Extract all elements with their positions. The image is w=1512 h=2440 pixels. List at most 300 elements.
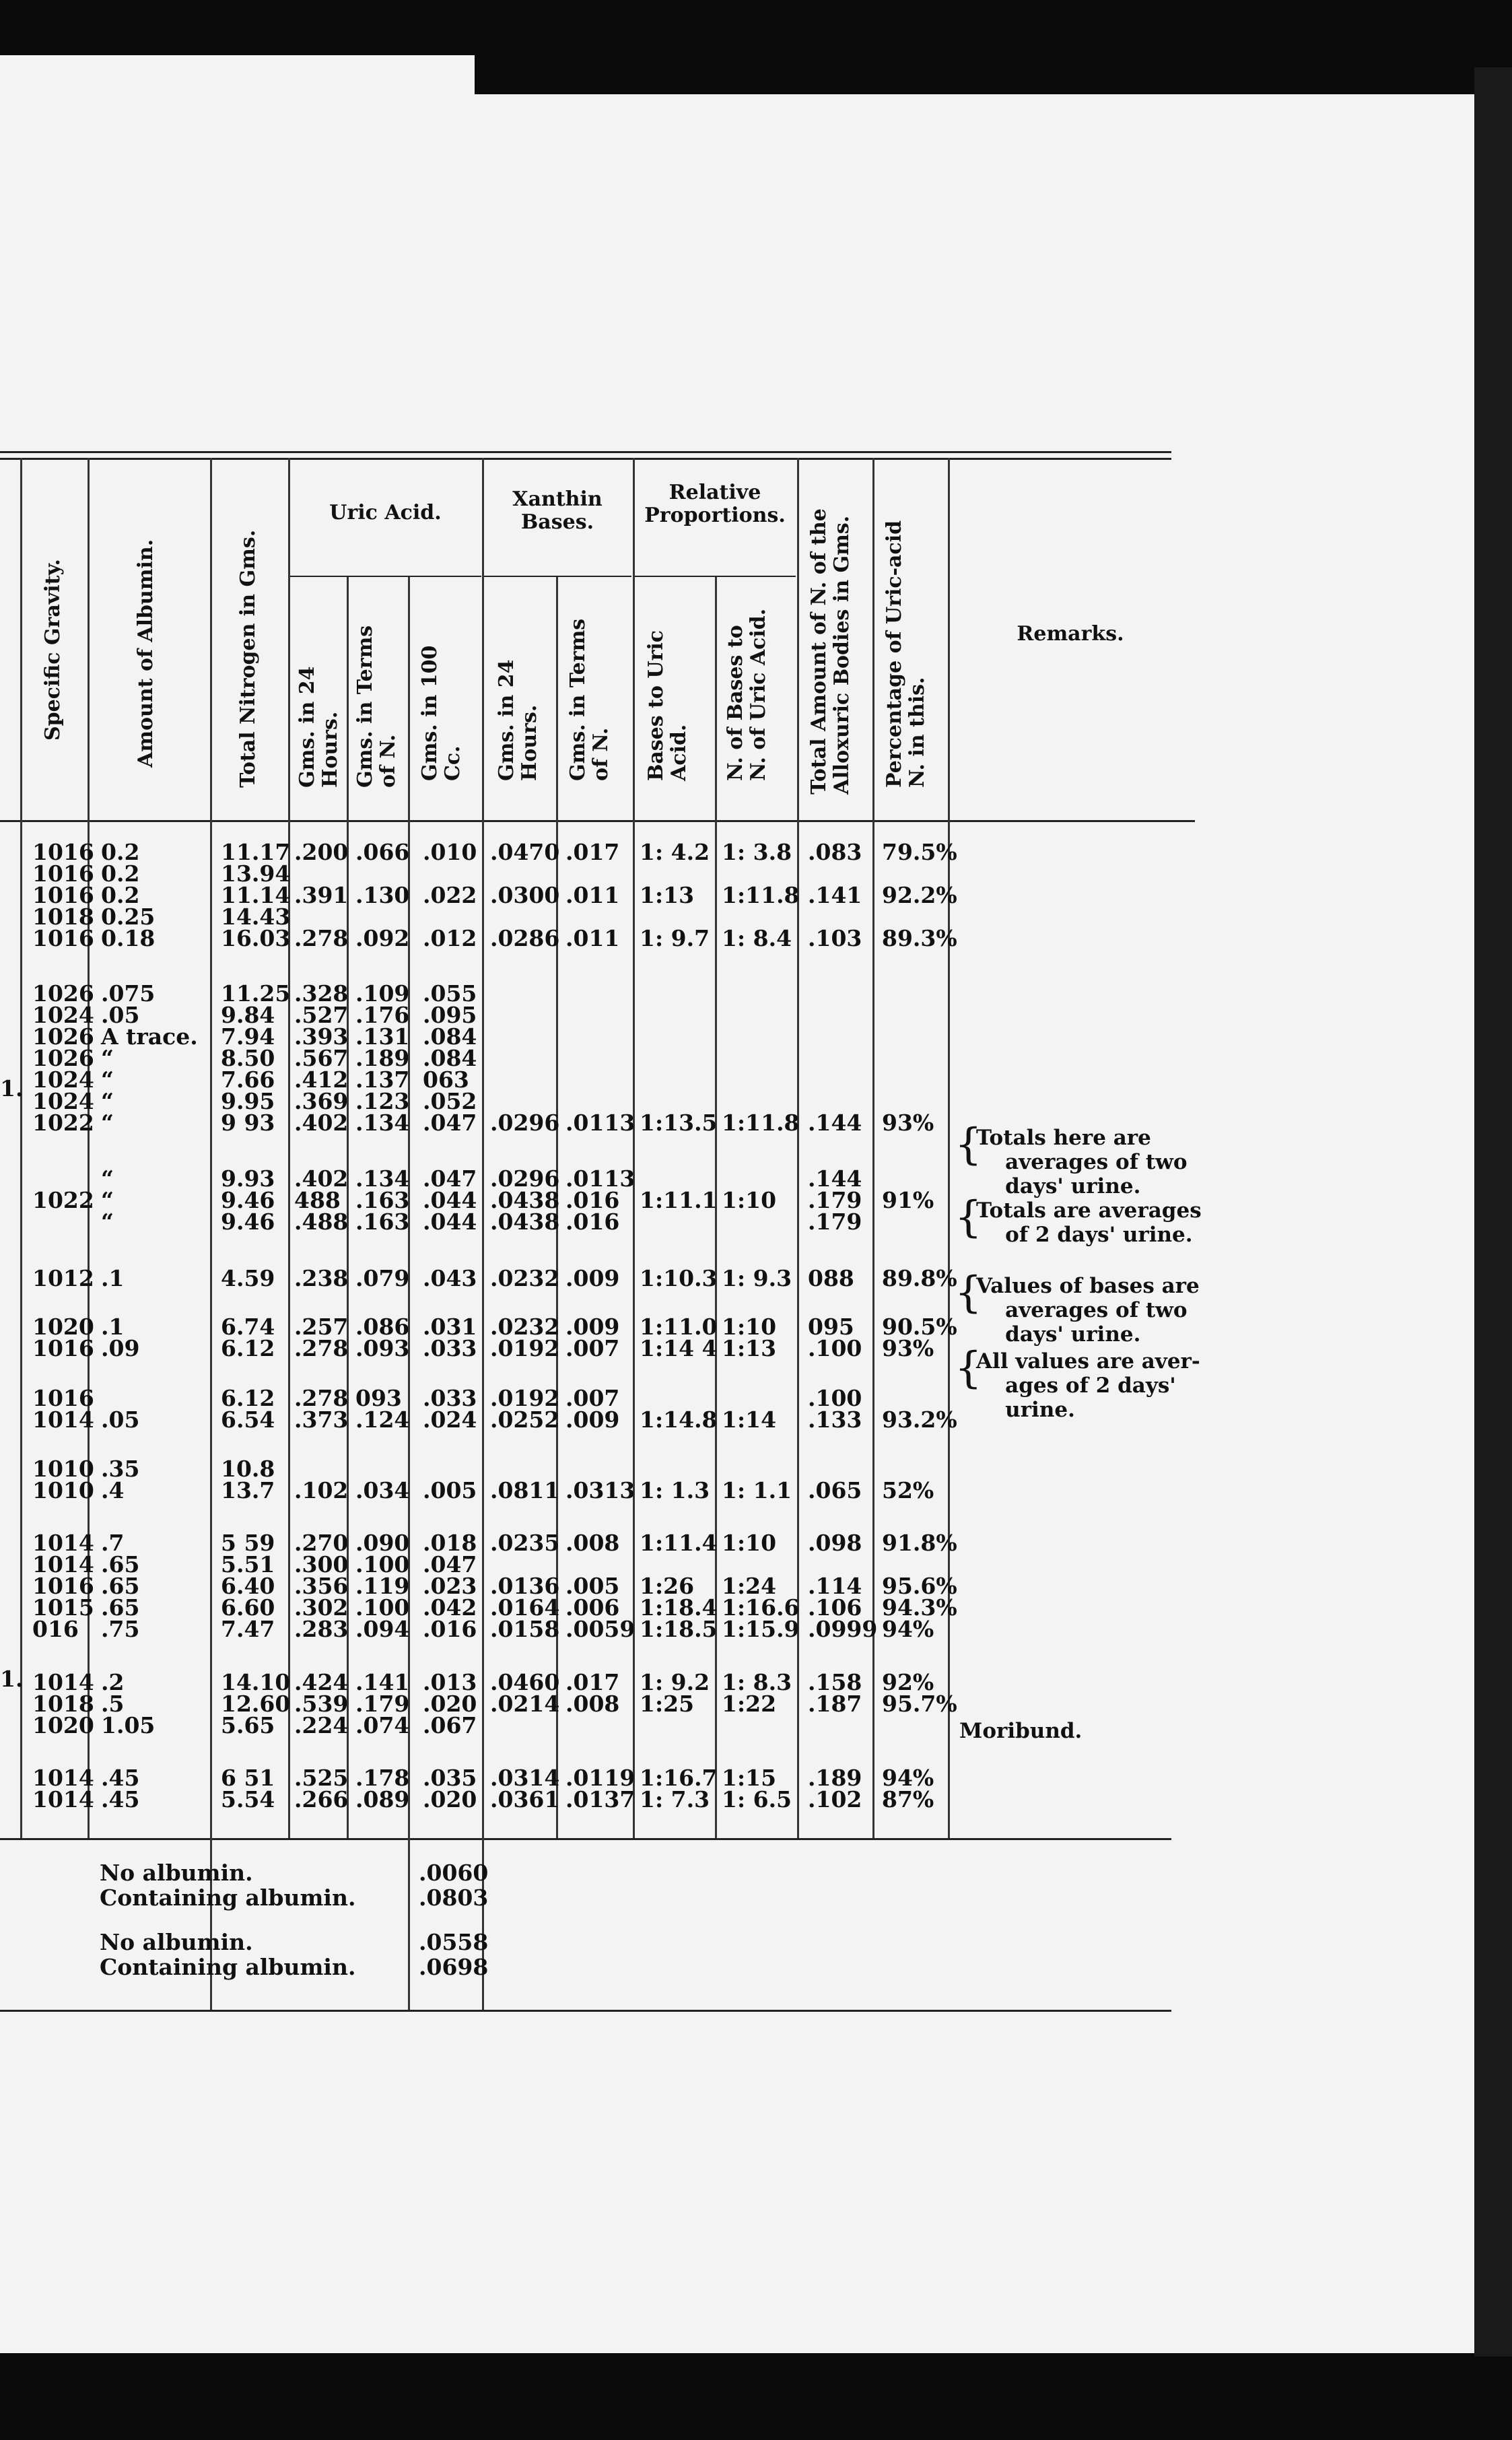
cell-specific-gravity: 1020 — [32, 1314, 94, 1340]
top-rule-2 — [0, 458, 1171, 460]
cell-total-alloxuric: .103 — [808, 925, 862, 951]
cell-total-nitrogen: 6.54 — [221, 1407, 275, 1433]
cell-total-nitrogen: 14.43 — [221, 904, 291, 930]
cell-uric-terms-n: .079 — [355, 1265, 410, 1291]
cell-n-bases-uric: 1: 1.1 — [722, 1477, 792, 1503]
cell-total-nitrogen: 6.74 — [221, 1314, 275, 1340]
cell-total-alloxuric: .189 — [808, 1765, 862, 1791]
cell-bases-uric: 1: 1.3 — [640, 1477, 710, 1503]
cell-specific-gravity: 1026 — [32, 1045, 94, 1071]
cell-albumin: .45 — [101, 1765, 140, 1791]
cell-xan-terms-n: .007 — [565, 1335, 620, 1361]
cell-uric-gms24: .391 — [294, 882, 349, 908]
cell-uric-gms24: .238 — [294, 1265, 349, 1291]
cell-uric-terms-n: .109 — [355, 980, 410, 1007]
cell-uric-terms-n: .124 — [355, 1407, 410, 1433]
cell-uric-gms24: .393 — [294, 1023, 349, 1050]
cell-pct-uric: 93% — [882, 1335, 934, 1361]
cell-albumin: .45 — [101, 1786, 140, 1812]
body-bottom-rule — [0, 1838, 1171, 1840]
cell-albumin: .2 — [101, 1669, 125, 1695]
cell-uric-100cc: .022 — [423, 882, 477, 908]
header-specific-gravity: Specific Gravity. — [41, 559, 65, 741]
cell-albumin: .5 — [101, 1691, 125, 1717]
cell-uric-gms24: .424 — [294, 1669, 349, 1695]
cell-uric-gms24: .356 — [294, 1573, 349, 1599]
cell-albumin: .05 — [101, 1002, 140, 1028]
cell-uric-terms-n: .163 — [355, 1187, 410, 1213]
cell-uric-100cc: .020 — [423, 1691, 477, 1717]
cell-uric-100cc: .042 — [423, 1594, 477, 1621]
footer-label: Containing albumin. — [100, 1954, 356, 1980]
cell-bases-uric: 1:11.0 — [640, 1314, 718, 1340]
cell-albumin: .1 — [101, 1314, 125, 1340]
cell-uric-gms24: .567 — [294, 1045, 349, 1071]
cell-total-alloxuric: .083 — [808, 839, 862, 865]
cell-xan-terms-n: .0119 — [565, 1765, 635, 1791]
cell-albumin: .35 — [101, 1456, 140, 1482]
cell-total-nitrogen: 5.54 — [221, 1786, 275, 1812]
cell-uric-terms-n: .134 — [355, 1165, 410, 1192]
cell-uric-gms24: .402 — [294, 1110, 349, 1136]
cell-xan-gms24: .0296 — [490, 1110, 560, 1136]
cell-specific-gravity: 1022 — [32, 1187, 94, 1213]
cell-total-nitrogen: 10.8 — [221, 1456, 275, 1482]
cell-pct-uric: 52% — [882, 1477, 934, 1503]
header-bases-uric: Bases to Uric Acid. — [644, 630, 691, 781]
cell-total-alloxuric: .187 — [808, 1691, 862, 1717]
cell-bases-uric: 1: 7.3 — [640, 1786, 710, 1812]
header-rule — [0, 820, 1195, 822]
cell-uric-100cc: .005 — [423, 1477, 477, 1503]
cell-albumin: “ — [101, 1209, 114, 1235]
cell-uric-terms-n: .090 — [355, 1530, 410, 1556]
cell-uric-100cc: .084 — [423, 1045, 477, 1071]
cell-bases-uric: 1:11.4 — [640, 1530, 718, 1556]
cell-albumin: 0.25 — [101, 904, 156, 930]
cell-pct-uric: 91% — [882, 1187, 934, 1213]
cell-n-bases-uric: 1:15 — [722, 1765, 777, 1791]
cell-total-nitrogen: 11.17 — [221, 839, 291, 865]
cell-uric-terms-n: .134 — [355, 1110, 410, 1136]
cell-xan-gms24: .0470 — [490, 839, 560, 865]
cell-uric-gms24: .278 — [294, 925, 349, 951]
cell-pct-uric: 95.6% — [882, 1573, 957, 1599]
cell-uric-gms24: .488 — [294, 1209, 349, 1235]
cell-xan-terms-n: .011 — [565, 925, 620, 951]
cell-pct-uric: 92% — [882, 1669, 934, 1695]
cell-total-nitrogen: 9.93 — [221, 1165, 275, 1192]
cell-n-bases-uric: 1:14 — [722, 1407, 777, 1433]
cell-uric-terms-n: .093 — [355, 1335, 410, 1361]
cell-total-alloxuric: .100 — [808, 1335, 862, 1361]
cell-total-nitrogen: 7.94 — [221, 1023, 275, 1050]
cell-bases-uric: 1:10.3 — [640, 1265, 718, 1291]
cell-pct-uric: 93% — [882, 1110, 934, 1136]
cell-specific-gravity: 1024 — [32, 1002, 94, 1028]
brace-icon: { — [955, 1268, 982, 1318]
cell-total-alloxuric: .100 — [808, 1385, 862, 1411]
cell-total-nitrogen: 6.40 — [221, 1573, 275, 1599]
cell-uric-gms24: .328 — [294, 980, 349, 1007]
cell-specific-gravity: 1016 — [32, 882, 94, 908]
col-divider — [20, 458, 22, 1838]
cell-albumin: “ — [101, 1088, 114, 1114]
cell-uric-100cc: .031 — [423, 1314, 477, 1340]
cell-total-nitrogen: 5.65 — [221, 1712, 275, 1738]
cell-pct-uric: 91.8% — [882, 1530, 957, 1556]
cell-uric-terms-n: .179 — [355, 1691, 410, 1717]
cell-uric-100cc: .047 — [423, 1110, 477, 1136]
cell-total-alloxuric: .106 — [808, 1594, 862, 1621]
cell-xan-terms-n: .0113 — [565, 1110, 635, 1136]
header-uric-gms24: Gms. in 24 Hours. — [296, 666, 342, 788]
cell-albumin: 1.05 — [101, 1712, 156, 1738]
footer-label: No albumin. — [100, 1860, 253, 1886]
header-xanthin: Xanthin Bases. — [512, 487, 603, 534]
cell-n-bases-uric: 1:10 — [722, 1530, 777, 1556]
remark-totals-averages: Totals here are averages of two days' urine. — [976, 1126, 1188, 1198]
top-rule — [0, 451, 1171, 453]
cell-uric-100cc: .055 — [423, 980, 477, 1007]
cell-pct-uric: 90.5% — [882, 1314, 957, 1340]
cell-total-nitrogen: 9 93 — [221, 1110, 275, 1136]
cell-uric-terms-n: .100 — [355, 1594, 410, 1621]
brace-icon: { — [955, 1192, 982, 1242]
cell-pct-uric: 79.5% — [882, 839, 957, 865]
cell-specific-gravity: 1018 — [32, 904, 94, 930]
cell-xan-terms-n: .017 — [565, 1669, 620, 1695]
cell-uric-gms24: .300 — [294, 1551, 349, 1578]
cell-specific-gravity: 1016 — [32, 1335, 94, 1361]
cell-uric-terms-n: .137 — [355, 1066, 410, 1093]
cell-uric-gms24: .539 — [294, 1691, 349, 1717]
cell-xan-gms24: .0438 — [490, 1187, 560, 1213]
cell-albumin: “ — [101, 1066, 114, 1093]
cell-albumin: “ — [101, 1110, 114, 1136]
cell-bases-uric: 1:16.7 — [640, 1765, 718, 1791]
cell-uric-terms-n: .131 — [355, 1023, 410, 1050]
cell-uric-terms-n: .074 — [355, 1712, 410, 1738]
cell-uric-100cc: .016 — [423, 1616, 477, 1642]
cell-pct-uric: 94% — [882, 1616, 934, 1642]
cell-n-bases-uric: 1:22 — [722, 1691, 777, 1717]
cell-specific-gravity: 1018 — [32, 1691, 94, 1717]
footer-value: .0803 — [419, 1885, 489, 1911]
cell-albumin: .65 — [101, 1594, 140, 1621]
cell-xan-gms24: .0252 — [490, 1407, 560, 1433]
brace-icon: { — [955, 1120, 982, 1170]
cell-total-nitrogen: 7.66 — [221, 1066, 275, 1093]
cell-n-bases-uric: 1:24 — [722, 1573, 777, 1599]
cell-uric-terms-n: .163 — [355, 1209, 410, 1235]
cell-albumin: .4 — [101, 1477, 125, 1503]
header-remarks: Remarks. — [1017, 622, 1124, 646]
header-total-alloxuric: Total Amount of N. of the Alloxuric Bodies in Gms. — [807, 508, 854, 794]
cell-albumin: .65 — [101, 1573, 140, 1599]
cell-total-alloxuric: .141 — [808, 882, 862, 908]
cell-xan-gms24: .0300 — [490, 882, 560, 908]
cell-total-nitrogen: 9.84 — [221, 1002, 275, 1028]
cell-xan-gms24: .0361 — [490, 1786, 560, 1812]
cell-uric-100cc: .067 — [423, 1712, 477, 1738]
cell-uric-100cc: .052 — [423, 1088, 477, 1114]
cell-uric-gms24: .278 — [294, 1385, 349, 1411]
cell-xan-gms24: .0235 — [490, 1530, 560, 1556]
cell-xan-terms-n: .009 — [565, 1407, 620, 1433]
remark-totals-2days: Totals are averages of 2 days' urine. — [976, 1198, 1202, 1247]
cell-albumin: .05 — [101, 1407, 140, 1433]
cell-uric-gms24: .402 — [294, 1165, 349, 1192]
cell-uric-100cc: .010 — [423, 839, 477, 865]
cell-albumin: A trace. — [101, 1023, 198, 1050]
cell-pct-uric: 94.3% — [882, 1594, 957, 1621]
cell-albumin: “ — [101, 1187, 114, 1213]
cell-xan-gms24: .0232 — [490, 1314, 560, 1340]
cell-total-alloxuric: .158 — [808, 1669, 862, 1695]
cell-n-bases-uric: 1:11.8 — [722, 882, 800, 908]
cell-total-nitrogen: 6 51 — [221, 1765, 275, 1791]
cell-xan-gms24: .0192 — [490, 1335, 560, 1361]
cell-uric-terms-n: .092 — [355, 925, 410, 951]
cell-n-bases-uric: 1: 8.3 — [722, 1669, 792, 1695]
cell-n-bases-uric: 1: 6.5 — [722, 1786, 792, 1812]
cell-uric-gms24: .283 — [294, 1616, 349, 1642]
col-divider — [288, 458, 290, 1838]
cell-specific-gravity: 1016 — [32, 839, 94, 865]
cell-total-nitrogen: 5.51 — [221, 1551, 275, 1578]
cell-xan-terms-n: .009 — [565, 1265, 620, 1291]
cell-total-alloxuric: 088 — [808, 1265, 854, 1291]
cell-uric-gms24: .412 — [294, 1066, 349, 1093]
cell-uric-100cc: 063 — [423, 1066, 469, 1093]
cell-xan-gms24: .0232 — [490, 1265, 560, 1291]
footer-value: .0558 — [419, 1929, 489, 1955]
cell-specific-gravity: 1016 — [32, 860, 94, 887]
cell-uric-100cc: .095 — [423, 1002, 477, 1028]
cell-uric-100cc: .018 — [423, 1530, 477, 1556]
cell-uric-terms-n: .034 — [355, 1477, 410, 1503]
col-divider — [482, 458, 484, 2010]
cell-bases-uric: 1:13.5 — [640, 1110, 718, 1136]
cell-total-nitrogen: 13.94 — [221, 860, 291, 887]
header-uric-terms-n: Gms. in Terms of N. — [353, 625, 400, 788]
cell-n-bases-uric: 1:13 — [722, 1335, 777, 1361]
cell-total-alloxuric: .179 — [808, 1209, 862, 1235]
table-bottom-rule — [0, 2010, 1171, 2012]
cell-bases-uric: 1:18.4 — [640, 1594, 718, 1621]
cell-uric-terms-n: 093 — [355, 1385, 402, 1411]
cell-total-nitrogen: 11.25 — [221, 980, 291, 1007]
cell-uric-100cc: .084 — [423, 1023, 477, 1050]
cell-total-alloxuric: .065 — [808, 1477, 862, 1503]
header-uric-acid: Uric Acid. — [329, 501, 442, 524]
cell-uric-100cc: .047 — [423, 1551, 477, 1578]
cell-specific-gravity: 1020 — [32, 1712, 94, 1738]
cell-specific-gravity: 1016 — [32, 1573, 94, 1599]
cell-pct-uric: 89.8% — [882, 1265, 957, 1291]
cell-pct-uric: 95.7% — [882, 1691, 957, 1717]
cell-n-bases-uric: 1:10 — [722, 1187, 777, 1213]
cell-albumin: .09 — [101, 1335, 140, 1361]
cell-xan-terms-n: .0113 — [565, 1165, 635, 1192]
cell-total-nitrogen: 11.14 — [221, 882, 291, 908]
cell-uric-terms-n: .176 — [355, 1002, 410, 1028]
cell-specific-gravity: 1014 — [32, 1786, 94, 1812]
cell-specific-gravity: 1026 — [32, 980, 94, 1007]
cell-albumin: “ — [101, 1165, 114, 1192]
cell-albumin: .075 — [101, 980, 156, 1007]
cell-xan-terms-n: .006 — [565, 1594, 620, 1621]
header-xan-terms-n: Gms. in Terms of N. — [566, 618, 613, 781]
cell-total-alloxuric: .102 — [808, 1786, 862, 1812]
cell-total-nitrogen: 6.60 — [221, 1594, 275, 1621]
cell-specific-gravity: 1022 — [32, 1110, 94, 1136]
cell-n-bases-uric: 1: 8.4 — [722, 925, 792, 951]
cell-bases-uric: 1: 9.7 — [640, 925, 710, 951]
cell-uric-gms24: .278 — [294, 1335, 349, 1361]
cell-uric-100cc: .047 — [423, 1165, 477, 1192]
cell-uric-100cc: .044 — [423, 1209, 477, 1235]
cell-specific-gravity: 1014 — [32, 1765, 94, 1791]
cell-uric-100cc: .020 — [423, 1786, 477, 1812]
cell-uric-gms24: .102 — [294, 1477, 349, 1503]
cell-n-bases-uric: 1:16.6 — [722, 1594, 800, 1621]
cell-specific-gravity: 1016 — [32, 925, 94, 951]
cell-uric-100cc: .033 — [423, 1335, 477, 1361]
col-divider — [210, 458, 212, 2010]
cell-uric-terms-n: .119 — [355, 1573, 410, 1599]
cell-bases-uric: 1:18.5 — [640, 1616, 718, 1642]
cell-uric-terms-n: .100 — [355, 1551, 410, 1578]
cell-pct-uric: 92.2% — [882, 882, 957, 908]
cell-xan-gms24: .0811 — [490, 1477, 560, 1503]
cell-uric-terms-n: .089 — [355, 1786, 410, 1812]
cell-uric-terms-n: .130 — [355, 882, 410, 908]
cell-albumin: .7 — [101, 1530, 125, 1556]
cell-bases-uric: 1:25 — [640, 1691, 695, 1717]
cell-uric-100cc: .033 — [423, 1385, 477, 1411]
cell-n-bases-uric: 1: 9.3 — [722, 1265, 792, 1291]
cell-specific-gravity: 1010 — [32, 1456, 94, 1482]
cell-total-alloxuric: .114 — [808, 1573, 862, 1599]
cell-total-nitrogen: 12.60 — [221, 1691, 291, 1717]
row-marker: 1. — [0, 1075, 24, 1102]
cell-uric-gms24: .373 — [294, 1407, 349, 1433]
cell-uric-100cc: .035 — [423, 1765, 477, 1791]
footer-value: .0060 — [419, 1860, 489, 1886]
cell-total-nitrogen: 5 59 — [221, 1530, 275, 1556]
cell-xan-terms-n: .011 — [565, 882, 620, 908]
cell-albumin: 0.2 — [101, 860, 140, 887]
header-relative: Relative Proportions. — [644, 481, 786, 527]
cell-albumin: .1 — [101, 1265, 125, 1291]
cell-uric-gms24: .257 — [294, 1314, 349, 1340]
cell-uric-100cc: .043 — [423, 1265, 477, 1291]
cell-xan-terms-n: .016 — [565, 1187, 620, 1213]
cell-uric-100cc: .012 — [423, 925, 477, 951]
remark-bases-averages: Values of bases are averages of two days' urine. — [976, 1274, 1200, 1347]
uric-group-rule — [289, 576, 481, 577]
cell-xan-gms24: .0460 — [490, 1669, 560, 1695]
cell-specific-gravity: 1024 — [32, 1088, 94, 1114]
cell-total-alloxuric: .144 — [808, 1110, 862, 1136]
cell-total-alloxuric: .179 — [808, 1187, 862, 1213]
cell-specific-gravity: 1014 — [32, 1551, 94, 1578]
cell-total-alloxuric: .0999 — [808, 1616, 878, 1642]
cell-pct-uric: 94% — [882, 1765, 934, 1791]
cell-uric-100cc: .044 — [423, 1187, 477, 1213]
brace-icon: { — [955, 1343, 982, 1393]
cell-uric-100cc: .023 — [423, 1573, 477, 1599]
header-pct-uric: Percentage of Uric-acid N. in this. — [883, 520, 929, 788]
cell-uric-gms24: .266 — [294, 1786, 349, 1812]
cell-uric-terms-n: .086 — [355, 1314, 410, 1340]
cell-xan-gms24: .0296 — [490, 1165, 560, 1192]
cell-pct-uric: 93.2% — [882, 1407, 957, 1433]
header-xan-gms24: Gms. in 24 Hours. — [495, 659, 541, 781]
header-uric-100cc: Gms. in 100 Cc. — [418, 645, 465, 781]
cell-bases-uric: 1:14 4 — [640, 1335, 718, 1361]
cell-xan-terms-n: .0059 — [565, 1616, 635, 1642]
cell-xan-terms-n: .008 — [565, 1691, 620, 1717]
cell-specific-gravity: 1024 — [32, 1066, 94, 1093]
cell-xan-terms-n: .005 — [565, 1573, 620, 1599]
cell-total-nitrogen: 6.12 — [221, 1335, 275, 1361]
cell-uric-terms-n: .094 — [355, 1616, 410, 1642]
cell-total-alloxuric: .144 — [808, 1165, 862, 1192]
cell-specific-gravity: 1010 — [32, 1477, 94, 1503]
cell-total-alloxuric: .133 — [808, 1407, 862, 1433]
cell-total-nitrogen: 6.12 — [221, 1385, 275, 1411]
cell-uric-gms24: .302 — [294, 1594, 349, 1621]
cell-albumin: 0.2 — [101, 839, 140, 865]
cell-n-bases-uric: 1:11.8 — [722, 1110, 800, 1136]
cell-albumin: 0.2 — [101, 882, 140, 908]
cell-bases-uric: 1:13 — [640, 882, 695, 908]
row-marker: 1. — [0, 1666, 24, 1692]
cell-xan-terms-n: .016 — [565, 1209, 620, 1235]
cell-xan-gms24: .0214 — [490, 1691, 560, 1717]
cell-xan-gms24: .0164 — [490, 1594, 560, 1621]
cell-xan-gms24: .0314 — [490, 1765, 560, 1791]
cell-bases-uric: 1: 9.2 — [640, 1669, 710, 1695]
cell-albumin: .75 — [101, 1616, 140, 1642]
cell-xan-terms-n: .009 — [565, 1314, 620, 1340]
cell-specific-gravity: 1016 — [32, 1385, 94, 1411]
cell-total-nitrogen: 8.50 — [221, 1045, 275, 1071]
cell-uric-terms-n: .141 — [355, 1669, 410, 1695]
cell-xan-terms-n: .017 — [565, 839, 620, 865]
cell-uric-gms24: .369 — [294, 1088, 349, 1114]
col-divider — [88, 458, 90, 1838]
cell-bases-uric: 1:11.1 — [640, 1187, 718, 1213]
cell-specific-gravity: 1014 — [32, 1407, 94, 1433]
cell-uric-terms-n: .189 — [355, 1045, 410, 1071]
cell-n-bases-uric: 1:10 — [722, 1314, 777, 1340]
cell-total-nitrogen: 4.59 — [221, 1265, 275, 1291]
cell-bases-uric: 1: 4.2 — [640, 839, 710, 865]
col-divider — [347, 577, 349, 1838]
remark-moribund: Moribund. — [959, 1719, 1083, 1743]
cell-total-nitrogen: 9.95 — [221, 1088, 275, 1114]
cell-xan-gms24: .0286 — [490, 925, 560, 951]
footer-label: No albumin. — [100, 1929, 253, 1955]
cell-xan-gms24: .0438 — [490, 1209, 560, 1235]
cell-bases-uric: 1:14.8 — [640, 1407, 718, 1433]
cell-specific-gravity: 1015 — [32, 1594, 94, 1621]
cell-albumin: .65 — [101, 1551, 140, 1578]
